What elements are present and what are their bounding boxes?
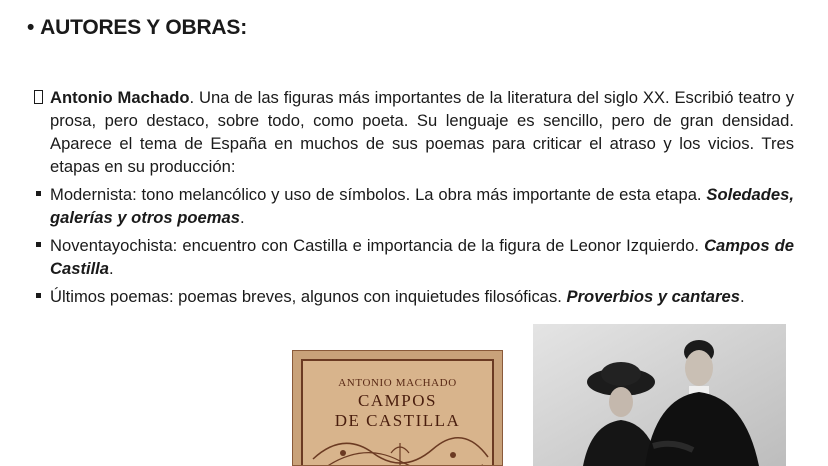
author-name: Antonio Machado [50, 88, 190, 107]
couple-photo-illustration [533, 324, 786, 466]
stages-list [34, 183, 794, 308]
book-cover-image [292, 350, 503, 466]
stage-text: Últimos poemas: poemas breves, algunos con inquietudes filosóficas. [50, 287, 567, 306]
cover-title-line2: DE CASTILLA [334, 411, 461, 430]
square-bullet-icon [36, 242, 41, 247]
stage-work: Campos de Castilla [50, 236, 794, 278]
stage-text: Modernista: tono melancólico y uso de símbolos. La obra más importante de esta etapa. [50, 185, 707, 204]
square-bullet-icon [36, 191, 41, 196]
cover-author: ANTONIO MACHADO [338, 377, 457, 389]
book-cover-frame [301, 359, 494, 465]
section-heading [27, 16, 247, 40]
stage-item-modernista [34, 183, 794, 229]
checkbox-bullet-icon [34, 90, 43, 104]
stage-work: Proverbios y cantares [566, 287, 740, 306]
stage-item-ultimos [34, 285, 794, 308]
heading-bullet: • [27, 16, 35, 39]
intro-text: . Una de las figuras más importantes de la literatura del siglo XX. Escribió teatro y prosa, pero destaco, sobre todo, como poeta. Su lenguaje es sencillo, pero de gran densidad. Aparece el tema de España en muchos de sus poemas para criticar el atraso y los vicios. Tres etapas en su producción: [50, 88, 794, 176]
stage-work: Soledades, galerías y otros poemas [50, 185, 794, 227]
heading-text: AUTORES Y OBRAS: [40, 16, 247, 39]
stage-end: . [240, 208, 245, 227]
stage-text: Noventayochista: encuentro con Castilla e importancia de la figura de Leonor Izquierdo. [50, 236, 705, 255]
stage-end: . [109, 259, 114, 278]
stage-item-noventayochista [34, 234, 794, 280]
content-body [34, 86, 794, 308]
cover-title-line1: CAMPOS [358, 391, 437, 410]
intro-paragraph [34, 86, 794, 178]
stage-end: . [739, 287, 745, 306]
square-bullet-icon [36, 293, 41, 298]
couple-photo [533, 324, 786, 466]
